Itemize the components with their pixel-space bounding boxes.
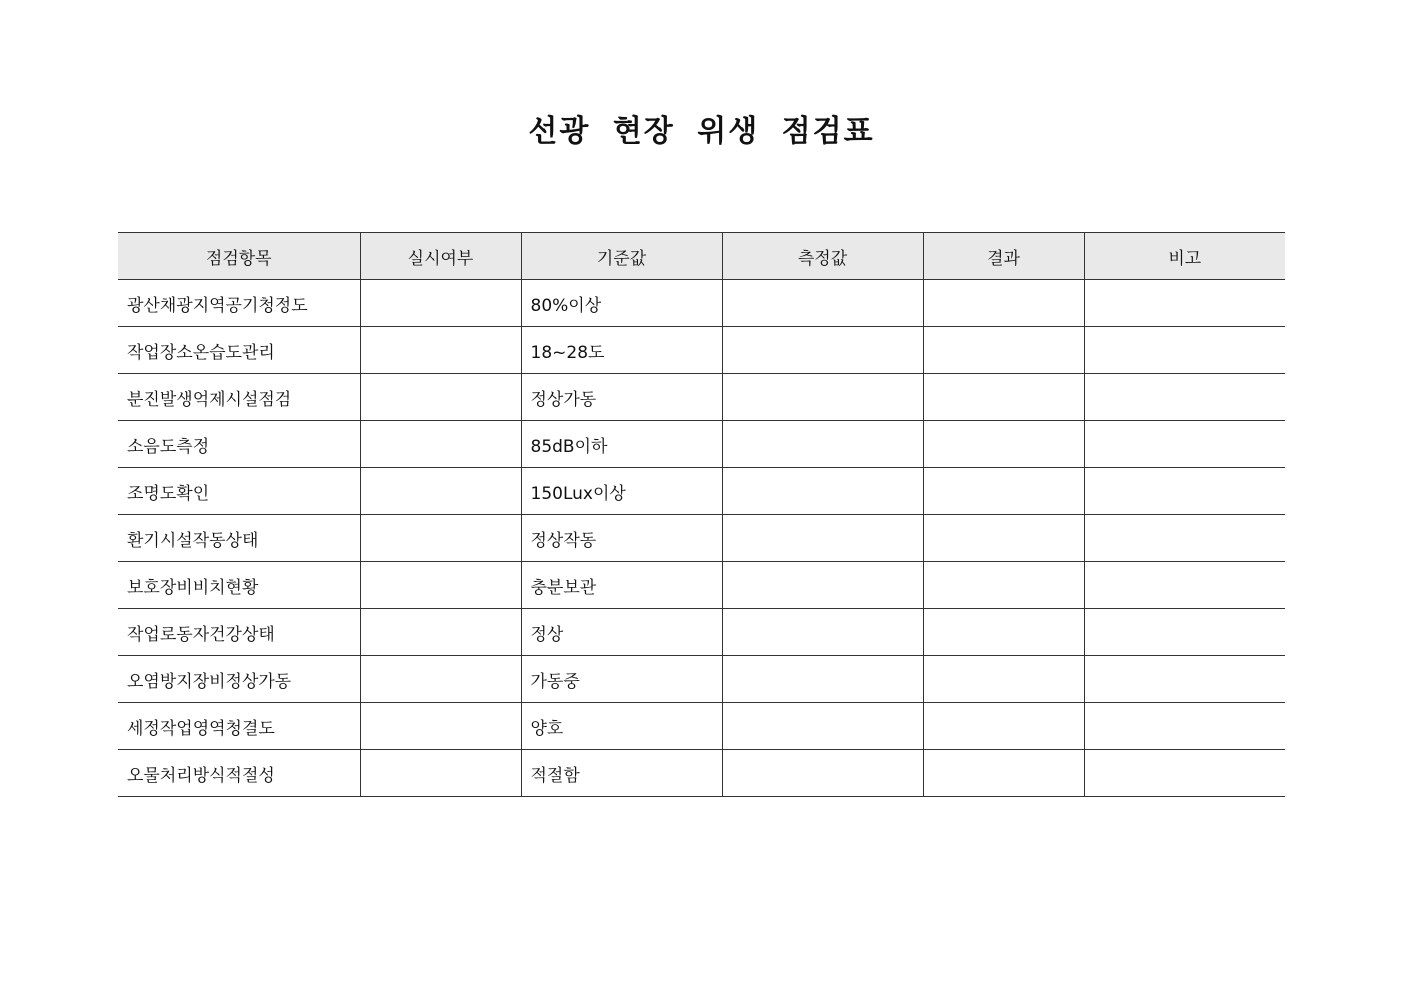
cell-done <box>360 703 521 750</box>
cell-done <box>360 515 521 562</box>
cell-measured <box>722 421 923 468</box>
cell-note <box>1084 609 1285 656</box>
inspection-table <box>118 232 1285 797</box>
table-header-row <box>118 233 1285 280</box>
cell-done <box>360 562 521 609</box>
table-row <box>118 609 1285 656</box>
table-row <box>118 656 1285 703</box>
cell-result <box>923 374 1084 421</box>
cell-result <box>923 515 1084 562</box>
table-row <box>118 515 1285 562</box>
cell-measured <box>722 703 923 750</box>
cell-result <box>923 750 1084 797</box>
cell-item: 보호장비비치현황 <box>118 562 360 609</box>
cell-item: 오염방지장비정상가동 <box>118 656 360 703</box>
cell-standard: 80%이상 <box>521 280 722 327</box>
cell-done <box>360 750 521 797</box>
table-row <box>118 703 1285 750</box>
cell-item: 분진발생억제시설점검 <box>118 374 360 421</box>
cell-standard: 충분보관 <box>521 562 722 609</box>
cell-measured <box>722 656 923 703</box>
cell-note <box>1084 280 1285 327</box>
cell-standard: 정상 <box>521 609 722 656</box>
cell-result <box>923 280 1084 327</box>
table-row <box>118 374 1285 421</box>
cell-note <box>1084 562 1285 609</box>
cell-note <box>1084 750 1285 797</box>
cell-done <box>360 421 521 468</box>
cell-item: 환기시설작동상태 <box>118 515 360 562</box>
cell-standard: 가동중 <box>521 656 722 703</box>
document-title: 선광 현장 위생 점검표 <box>528 114 875 149</box>
cell-result <box>923 421 1084 468</box>
cell-standard: 18~28도 <box>521 327 722 374</box>
cell-done <box>360 280 521 327</box>
cell-item: 작업장소온습도관리 <box>118 327 360 374</box>
cell-note <box>1084 656 1285 703</box>
table-row <box>118 562 1285 609</box>
cell-result <box>923 327 1084 374</box>
cell-result <box>923 656 1084 703</box>
table-row <box>118 327 1285 374</box>
cell-done <box>360 656 521 703</box>
cell-measured <box>722 562 923 609</box>
cell-item: 작업로동자건강상태 <box>118 609 360 656</box>
cell-result <box>923 609 1084 656</box>
cell-standard: 85dB이하 <box>521 421 722 468</box>
cell-item: 오물처리방식적절성 <box>118 750 360 797</box>
cell-result <box>923 468 1084 515</box>
header-standard: 기준값 <box>521 233 722 280</box>
cell-done <box>360 327 521 374</box>
table-row <box>118 468 1285 515</box>
cell-note <box>1084 421 1285 468</box>
header-measured: 측정값 <box>722 233 923 280</box>
cell-note <box>1084 374 1285 421</box>
cell-note <box>1084 703 1285 750</box>
cell-done <box>360 609 521 656</box>
cell-item: 소음도측정 <box>118 421 360 468</box>
cell-measured <box>722 280 923 327</box>
cell-standard: 정상가동 <box>521 374 722 421</box>
cell-measured <box>722 468 923 515</box>
cell-measured <box>722 327 923 374</box>
table-row <box>118 280 1285 327</box>
cell-measured <box>722 374 923 421</box>
header-item: 점검항목 <box>118 233 360 280</box>
cell-note <box>1084 515 1285 562</box>
cell-item: 조명도확인 <box>118 468 360 515</box>
cell-measured <box>722 515 923 562</box>
cell-done <box>360 374 521 421</box>
cell-standard: 정상작동 <box>521 515 722 562</box>
cell-standard: 적절함 <box>521 750 722 797</box>
cell-result <box>923 562 1084 609</box>
header-note: 비고 <box>1084 233 1285 280</box>
table-row <box>118 421 1285 468</box>
cell-measured <box>722 750 923 797</box>
header-done: 실시여부 <box>360 233 521 280</box>
cell-done <box>360 468 521 515</box>
cell-item: 광산채광지역공기청정도 <box>118 280 360 327</box>
cell-standard: 150Lux이상 <box>521 468 722 515</box>
header-result: 결과 <box>923 233 1084 280</box>
cell-measured <box>722 609 923 656</box>
cell-note <box>1084 468 1285 515</box>
cell-item: 세정작업영역청결도 <box>118 703 360 750</box>
cell-note <box>1084 327 1285 374</box>
cell-result <box>923 703 1084 750</box>
table-row <box>118 750 1285 797</box>
cell-standard: 양호 <box>521 703 722 750</box>
